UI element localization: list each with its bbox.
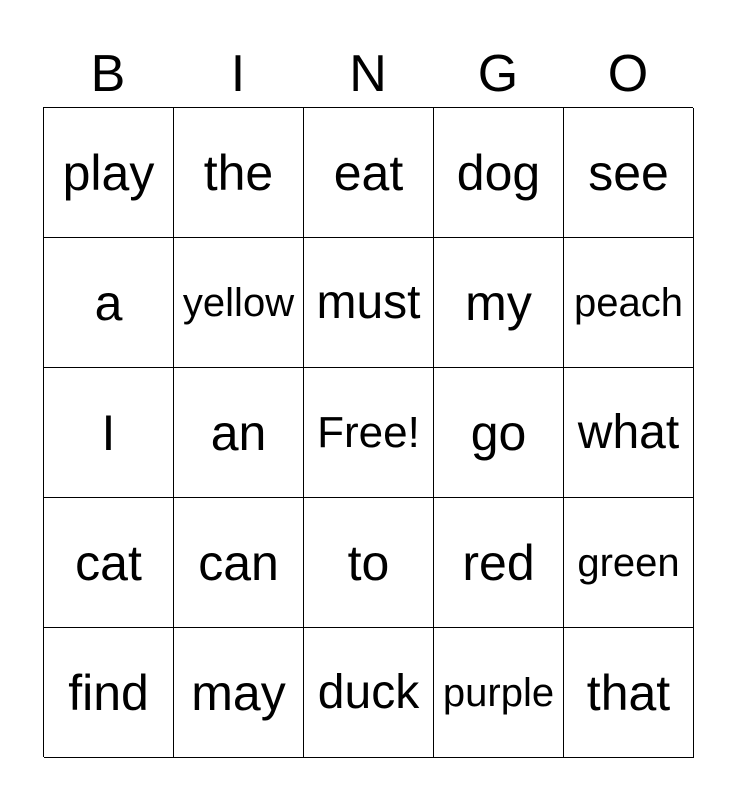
bingo-cell-r4-c3[interactable] (304, 498, 434, 628)
header-letter-i: I (230, 45, 246, 103)
header-letter-g: G (477, 45, 519, 103)
bingo-cell-r1-c4[interactable] (434, 108, 564, 238)
cell-word: an (210, 404, 267, 461)
bingo-cell-r2-c4[interactable] (434, 238, 564, 368)
bingo-cell-r4-c4[interactable] (434, 498, 564, 628)
bingo-cell-r3-c2[interactable] (174, 368, 304, 498)
bingo-cell-r5-c3[interactable] (304, 628, 434, 758)
cell-word: duck (317, 665, 420, 719)
cell-word: go (470, 404, 527, 461)
header-letter-n: N (349, 45, 387, 103)
free-space-label: Free! (317, 407, 420, 457)
bingo-cell-r3-c5[interactable] (564, 368, 694, 498)
bingo-board (43, 107, 693, 757)
bingo-cell-r5-c5[interactable] (564, 628, 694, 758)
bingo-cell-r5-c1[interactable] (44, 628, 174, 758)
cell-word: a (94, 274, 123, 331)
bingo-cell-r2-c2[interactable] (174, 238, 304, 368)
cell-word: I (101, 404, 116, 461)
cell-word: see (588, 144, 669, 201)
bingo-cell-r5-c4[interactable] (434, 628, 564, 758)
bingo-cell-r3-c1[interactable] (44, 368, 174, 498)
bingo-cell-r4-c1[interactable] (44, 498, 174, 628)
header-letter-b: B (90, 45, 126, 103)
cell-word: can (198, 534, 279, 591)
bingo-cell-r1-c5[interactable] (564, 108, 694, 238)
cell-word: yellow (182, 280, 295, 325)
cell-word: that (586, 664, 671, 721)
cell-word: find (68, 664, 149, 721)
bingo-cell-free[interactable] (304, 368, 434, 498)
cell-word: peach (574, 280, 683, 325)
cell-word: play (62, 144, 155, 201)
bingo-cell-r2-c1[interactable] (44, 238, 174, 368)
bingo-cell-r4-c2[interactable] (174, 498, 304, 628)
bingo-cell-r4-c5[interactable] (564, 498, 694, 628)
cell-word: must (316, 275, 421, 329)
bingo-header (43, 40, 693, 108)
cell-word: my (465, 274, 532, 331)
cell-word: dog (456, 144, 541, 201)
cell-word: eat (333, 144, 404, 201)
header-letter-o: O (607, 45, 649, 103)
cell-word: green (577, 540, 680, 585)
bingo-cell-r1-c3[interactable] (304, 108, 434, 238)
cell-word: purple (442, 670, 555, 715)
cell-word: red (462, 534, 535, 591)
bingo-cell-r3-c4[interactable] (434, 368, 564, 498)
cell-word: what (577, 405, 680, 459)
bingo-cell-r5-c2[interactable] (174, 628, 304, 758)
bingo-cell-r2-c3[interactable] (304, 238, 434, 368)
cell-word: may (191, 664, 286, 721)
cell-word: cat (75, 534, 142, 591)
bingo-cell-r1-c1[interactable] (44, 108, 174, 238)
cell-word: to (347, 534, 390, 591)
cell-word: the (203, 144, 274, 201)
bingo-cell-r1-c2[interactable] (174, 108, 304, 238)
bingo-cell-r2-c5[interactable] (564, 238, 694, 368)
